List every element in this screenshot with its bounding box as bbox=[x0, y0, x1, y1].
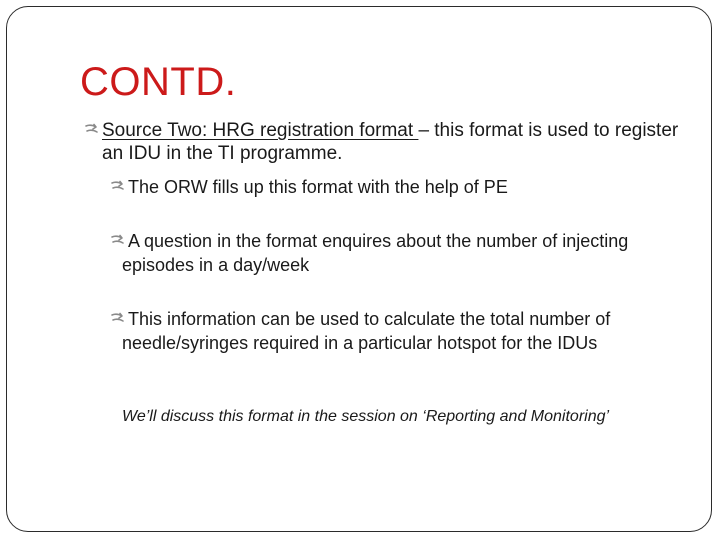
slide-title: CONTD. bbox=[80, 60, 237, 104]
sub-bullet-1-text: The ORW fills up this format with the help of PE bbox=[128, 177, 508, 197]
main-bullet-rest-line1: – this format is bbox=[418, 120, 542, 141]
arrow-bullet-icon bbox=[84, 123, 102, 137]
arrow-bullet-icon bbox=[110, 234, 128, 248]
arrow-bullet-icon bbox=[110, 312, 128, 326]
session-note: We’ll discuss this format in the session on ‘Reporting and Monitoring’ bbox=[122, 408, 610, 425]
main-bullet-underlined: Source Two: HRG registration format bbox=[102, 120, 419, 141]
sub-bullet-3-text: This information can be used to calculate the total number of needle/syringes required in a particular hotspot for the IDUs bbox=[122, 309, 611, 353]
main-bullet bbox=[84, 119, 684, 165]
main-bullet-rest-line2: used to register an IDU in the TI programme. bbox=[102, 120, 679, 164]
arrow-bullet-icon bbox=[110, 180, 128, 194]
sub-bullet-2 bbox=[110, 229, 680, 277]
sub-bullet-1 bbox=[110, 175, 680, 199]
sub-bullet-2-text: A question in the format enquires about the number of injecting episodes in a day/week bbox=[122, 231, 629, 275]
main-bullet-text bbox=[84, 119, 684, 165]
sub-bullet-3 bbox=[110, 307, 680, 355]
